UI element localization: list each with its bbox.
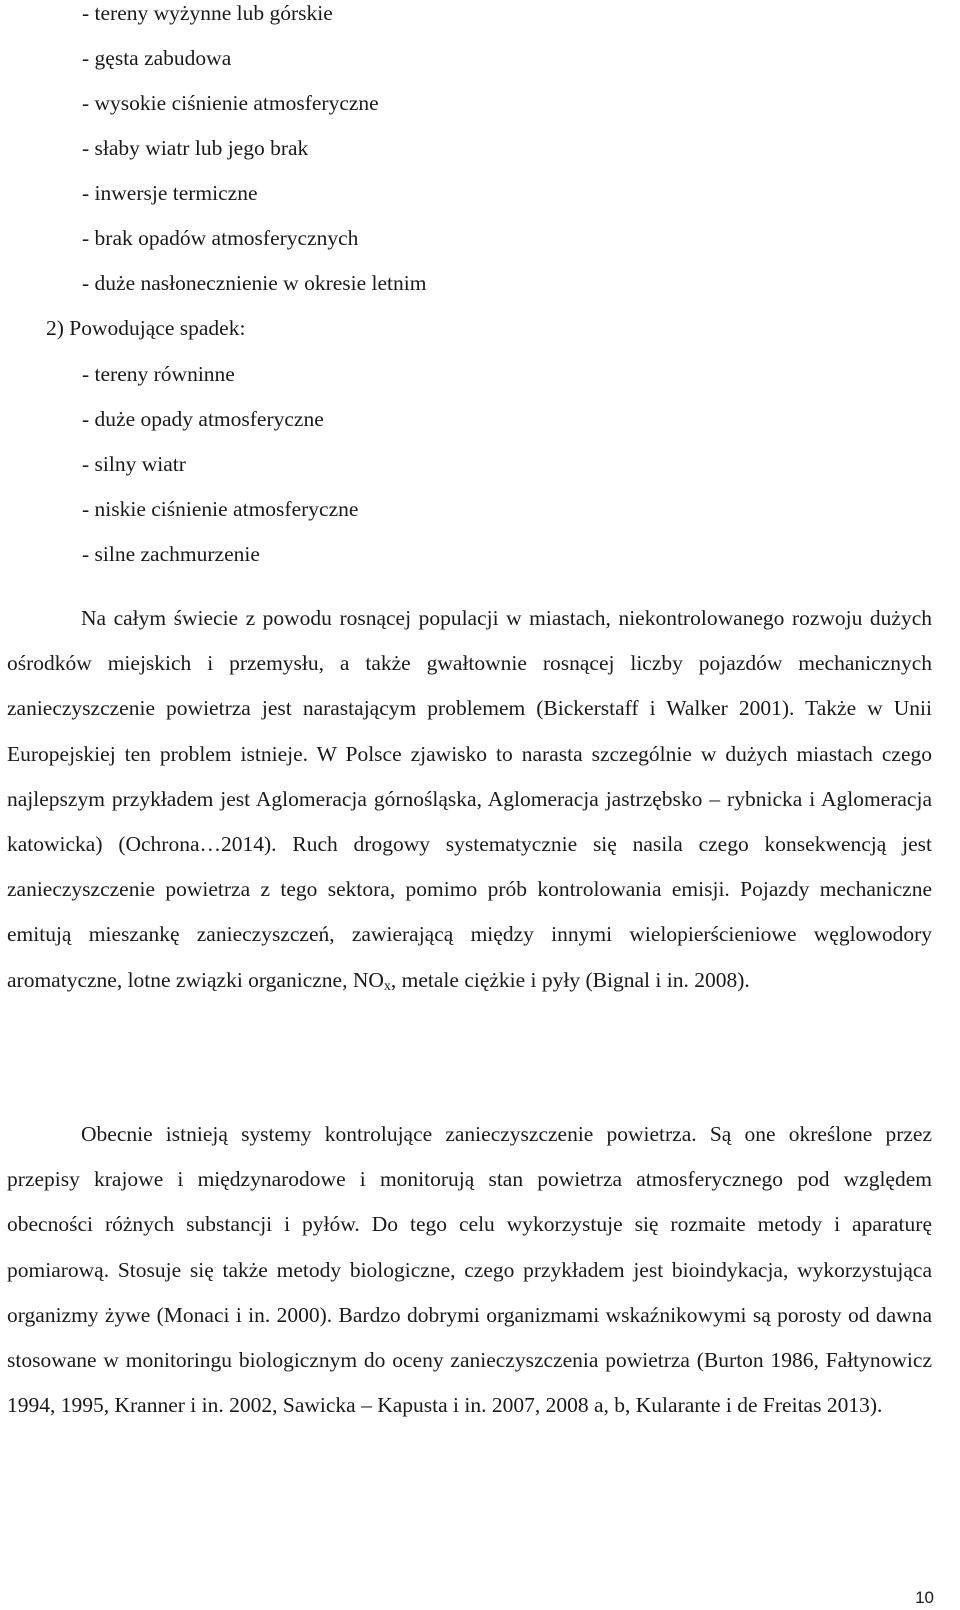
body-paragraph [7,1112,932,1428]
list-heading: 2) Powodujące spadek: [46,316,246,340]
list-item: - duże opady atmosferyczne [82,407,324,431]
list-item: - duże nasłonecznienie w okresie letnim [82,271,427,295]
list-item: - silne zachmurzenie [82,542,260,566]
list-item: - tereny wyżynne lub górskie [82,1,333,25]
subscript-x: x [383,978,391,994]
list-item: - tereny równinne [82,362,235,386]
list-item: - inwersje termiczne [82,181,258,205]
list-item: - gęsta zabudowa [82,46,232,70]
paragraph-text: Obecnie istnieją systemy kontrolujące zanieczyszczenie powietrza. Są one określone przez przepisy krajowe i międzynarodowe i monitorują stan powietrza atmosferycznego pod względem obecności różnych substancji i pyłów. Do tego celu wykorzystuje się rozmaite metody i aparaturę pomiarową. Stosuje się także metody biologiczne, czego przykładem jest bioindykacja, wykorzystująca organizmy żywe (Monaci i in. 2000). Bardzo dobrymi organizmami wskaźnikowymi są porosty od dawna stosowane w monitoringu biologicznym do oceny zanieczyszczenia powietrza (Burton 1986, Fałtynowicz 1994, 1995, Kranner i in. 2002, Sawicka – Kapusta i in. 2007, 2008 a, b, Kularante i de Freitas 2013). [7,1122,932,1418]
list-item: - silny wiatr [82,452,186,476]
list-item: - słaby wiatr lub jego brak [82,136,309,160]
list-item: - brak opadów atmosferycznych [82,226,359,250]
list-item: - niskie ciśnienie atmosferyczne [82,497,359,521]
paragraph-text: Na całym świecie z powodu rosnącej populacji w miastach, niekontrolowanego rozwoju dużych ośrodków miejskich i przemysłu, a także gwałtownie rosnącej liczby pojazdów mechanicznych zanieczyszczenie powietrza jest narastającym problemem (Bickerstaff i Walker 2001). Także w Unii Europejskiej ten problem istnieje. W Polsce zjawisko to narasta szczególnie w dużych miastach czego najlepszym przykładem jest Aglomeracja górnośląska, Aglomeracja jastrzębsko – rybnicka i Aglomeracja katowicka) (Ochrona…2014). Ruch drogowy systematycznie się nasila czego konsekwencją jest zanieczyszczenie powietrza z tego sektora, pomimo prób kontrolowania emisji. Pojazdy mechaniczne emitują mieszankę zanieczyszczeń, zawierającą między innymi wielopierścieniowe węglowodory aromatyczne, lotne związki organiczne, NO [7,606,932,992]
page-number: 10 [915,1588,934,1607]
body-paragraph [7,596,932,1003]
list-item: - wysokie ciśnienie atmosferyczne [82,91,379,115]
paragraph-text: , metale ciężkie i pyły (Bignal i in. 2008). [390,967,750,992]
